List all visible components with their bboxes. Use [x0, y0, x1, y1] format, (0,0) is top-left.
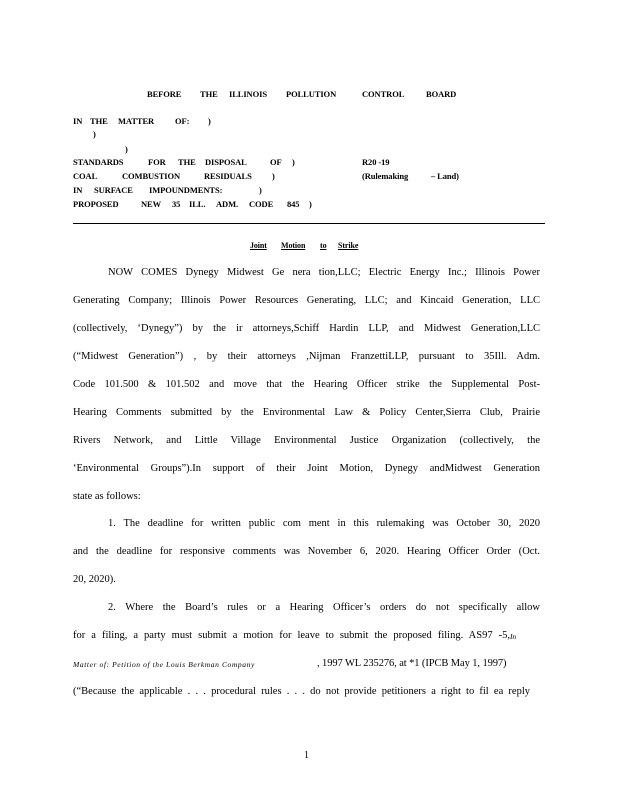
caption-word: OF — [270, 157, 282, 167]
caption-paren: ) — [309, 199, 312, 209]
caption-word: SURFACE — [94, 185, 133, 195]
heading-word: CONTROL — [362, 89, 405, 99]
caption-word: COAL — [73, 171, 98, 181]
heading-word: BOARD — [426, 89, 457, 99]
rulemaking-type: – Land) — [431, 171, 459, 181]
caption-word: THE — [178, 157, 196, 167]
body-line: NOW COMES Dynegy Midwest Ge nera tion,LLC; Electric Energy Inc.; Illinois Power — [108, 267, 540, 278]
caption-divider — [73, 223, 545, 224]
caption-paren: ) — [93, 129, 96, 139]
caption-word: CODE — [249, 199, 274, 209]
caption-paren: ) — [272, 171, 275, 181]
heading-word: POLLUTION — [286, 89, 337, 99]
body-line: 1. The deadline for written public com ment in this rulemaking was October 30, 2020 — [108, 518, 540, 529]
caption-word: IN — [73, 116, 83, 126]
caption-word: ILL. — [189, 199, 206, 209]
caption-word: RESIDUALS — [204, 171, 252, 181]
body-line: (collectively, ‘Dynegy”) by the ir attorneys,Schiff Hardin LLP, and Midwest Generation,LLC — [73, 323, 540, 334]
case-name-italic: Matter of: Petition of the Louis Berkman Company — [73, 660, 255, 669]
caption-word: IMPOUNDMENTS: — [149, 185, 223, 195]
caption-word: COMBUSTION — [122, 171, 181, 181]
caption-word: 35 — [172, 199, 181, 209]
body-line: ‘Environmental Groups”).In support of their Joint Motion, Dynegy andMidwest Generation — [73, 463, 540, 474]
heading-word: BEFORE — [147, 89, 182, 99]
page-number: 1 — [304, 750, 309, 761]
caption-paren: ) — [292, 157, 295, 167]
caption-word: IN — [73, 185, 83, 195]
body-line: (“Midwest Generation”) , by their attorneys ,Nijman FranzettiLLP, pursuant to 35Ill. Adm. — [73, 351, 540, 362]
caption-word: FOR — [148, 157, 166, 167]
caption-word: NEW — [141, 199, 162, 209]
body-line: state as follows: — [73, 491, 141, 502]
caption-word: OF: — [175, 116, 190, 126]
caption-word: DISPOSAL — [205, 157, 247, 167]
case-citation-italic: In — [510, 632, 517, 641]
body-line: , 1997 WL 235276, at *1 (IPCB May 1, 1997) — [317, 658, 507, 669]
caption-word: MATTER — [118, 116, 155, 126]
body-line: 2. Where the Board’s rules or a Hearing Officer’s orders do not specifically allow — [108, 602, 540, 613]
body-line: Rivers Network, and Little Village Environmental Justice Organization (collectively, the — [73, 435, 540, 446]
caption-word: THE — [90, 116, 108, 126]
caption-paren: ) — [208, 116, 211, 126]
heading-word: ILLINOIS — [229, 89, 267, 99]
body-line: for a filing, a party must submit a motion for leave to submit the proposed filing. AS97 -5, — [73, 630, 510, 641]
title-word: Joint — [250, 241, 267, 250]
body-line: 20, 2020). — [73, 574, 116, 585]
caption-paren: ) — [259, 185, 262, 195]
rulemaking-label: (Rulemaking — [362, 171, 409, 181]
caption-paren: ) — [125, 144, 128, 154]
body-line: and the deadline for responsive comments was November 6, 2020. Hearing Officer Order (Oct. — [73, 546, 540, 557]
heading-word: THE — [200, 89, 218, 99]
title-word: Motion — [281, 241, 306, 250]
caption-word: STANDARDS — [73, 157, 124, 167]
body-line: Code 101.500 & 101.502 and move that the Hearing Officer strike the Supplemental Post- — [73, 379, 540, 390]
body-line: (“Because the applicable . . . procedural rules . . . do not provide petitioners a right to fil ea reply — [73, 686, 530, 697]
caption-word: PROPOSED — [73, 199, 119, 209]
body-line: Generating Company; Illinois Power Resources Generating, LLC; and Kincaid Generation, LLC — [73, 295, 540, 306]
caption-word: ADM. — [216, 199, 239, 209]
title-word: Strike — [338, 241, 359, 250]
caption-word: 845 — [287, 199, 300, 209]
title-word: to — [320, 241, 327, 250]
docket-number: R20 -19 — [362, 157, 390, 167]
body-line: Hearing Comments submitted by the Environmental Law & Policy Center,Sierra Club, Prairie — [73, 407, 540, 418]
